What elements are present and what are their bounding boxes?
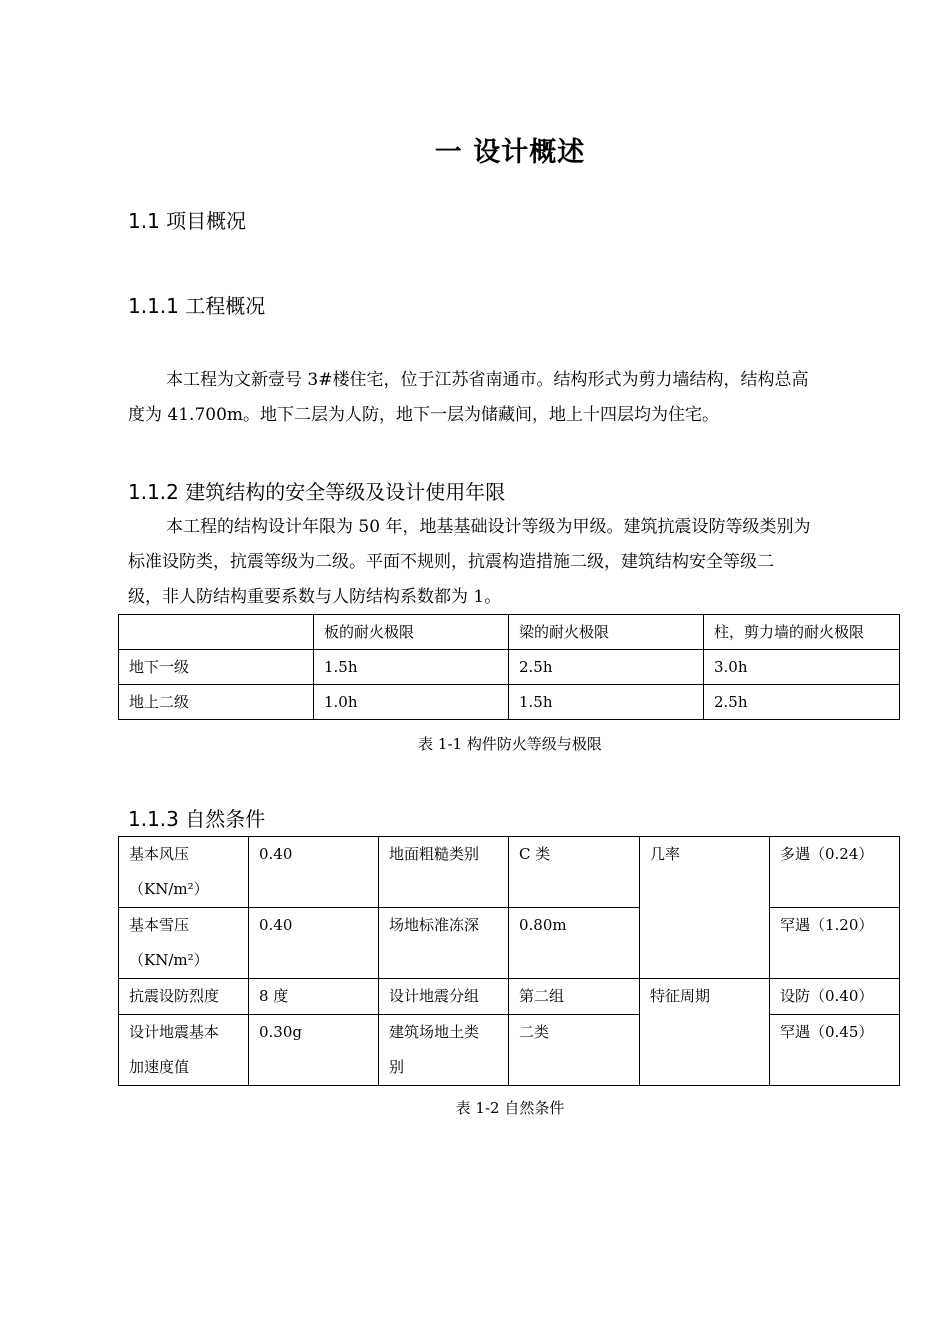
table-cell xyxy=(119,837,249,908)
paragraph-line: 本工程为文新壹号 3#楼住宅，位于江苏省南通市。结构形式为剪力墙结构，结构总高 xyxy=(166,370,809,390)
table-cell: 1.5h xyxy=(509,685,704,720)
table-cell: 2.5h xyxy=(509,650,704,685)
table-cell: 1.0h xyxy=(314,685,509,720)
table-cell: 特征周期 xyxy=(640,979,770,1086)
cell-text: 建筑场地土类 xyxy=(389,1023,480,1041)
table-header-row xyxy=(119,615,900,650)
table-cell: 地下一级 xyxy=(119,650,314,685)
table-cell: 设计地震分组 xyxy=(379,979,509,1015)
table-cell: 场地标准冻深 xyxy=(379,908,509,979)
table-cell xyxy=(119,908,249,979)
cell-text: 基本风压 xyxy=(129,845,190,863)
section-heading-1-1-2: 1.1.2 建筑结构的安全等级及设计使用年限 xyxy=(128,480,506,504)
natural-conditions-table xyxy=(118,836,900,1086)
table-cell: 0.80m xyxy=(509,908,640,979)
table-row xyxy=(119,1015,900,1086)
table-caption-1-2: 表 1-2 自然条件 xyxy=(455,1099,565,1117)
table-cell: 0.40 xyxy=(249,837,379,908)
table-cell: 抗震设防烈度 xyxy=(119,979,249,1015)
fire-resistance-table xyxy=(118,614,900,720)
paragraph-line: 本工程的结构设计年限为 50 年，地基基础设计等级为甲级。建筑抗震设防等级类别为 xyxy=(166,517,811,537)
cell-text: （KN/m²） xyxy=(129,951,209,969)
table-row xyxy=(119,979,900,1015)
safety-grade-paragraph xyxy=(128,510,888,615)
cell-text: 别 xyxy=(389,1058,405,1076)
table-cell: 梁的耐火极限 xyxy=(509,615,704,650)
table-cell: 8 度 xyxy=(249,979,379,1015)
table-cell: 二类 xyxy=(509,1015,640,1086)
project-overview-paragraph xyxy=(128,363,888,433)
table-caption-1-1: 表 1-1 构件防火等级与极限 xyxy=(418,735,602,753)
table-row xyxy=(119,837,900,908)
table-cell: 罕遇（1.20） xyxy=(770,908,900,979)
section-heading-1-1-1: 1.1.1 工程概况 xyxy=(128,294,266,318)
table-cell: 2.5h xyxy=(704,685,900,720)
table-cell: 0.40 xyxy=(249,908,379,979)
table-cell xyxy=(119,615,314,650)
table-row xyxy=(119,908,900,979)
table-cell: 3.0h xyxy=(704,650,900,685)
table-cell: 地面粗糙类别 xyxy=(379,837,509,908)
table-cell xyxy=(119,1015,249,1086)
table-row xyxy=(119,685,900,720)
table-cell xyxy=(379,1015,509,1086)
table-cell: 柱，剪力墙的耐火极限 xyxy=(704,615,900,650)
table-cell: C 类 xyxy=(509,837,640,908)
cell-text: 基本雪压 xyxy=(129,916,190,934)
table-cell: 设防（0.40） xyxy=(770,979,900,1015)
table-cell: 板的耐火极限 xyxy=(314,615,509,650)
paragraph-line: 度为 41.700m。地下二层为人防，地下一层为储藏间，地上十四层均为住宅。 xyxy=(128,405,720,425)
page-title: 一 设计概述 xyxy=(434,137,586,168)
section-heading-1-1: 1.1 项目概况 xyxy=(128,209,247,233)
table-cell: 多遇（0.24） xyxy=(770,837,900,908)
table-row xyxy=(119,650,900,685)
cell-text: （KN/m²） xyxy=(129,880,209,898)
paragraph-line: 标准设防类，抗震等级为二级。平面不规则，抗震构造措施二级，建筑结构安全等级二 xyxy=(128,552,774,572)
table-cell: 0.30g xyxy=(249,1015,379,1086)
table-cell: 1.5h xyxy=(314,650,509,685)
section-heading-1-1-3: 1.1.3 自然条件 xyxy=(128,807,266,831)
table-cell: 地上二级 xyxy=(119,685,314,720)
table-cell: 几率 xyxy=(640,837,770,979)
table-cell: 第二组 xyxy=(509,979,640,1015)
table-cell: 罕遇（0.45） xyxy=(770,1015,900,1086)
paragraph-line: 级，非人防结构重要系数与人防结构系数都为 1。 xyxy=(128,587,502,607)
cell-text: 设计地震基本 xyxy=(129,1023,220,1041)
cell-text: 加速度值 xyxy=(129,1058,190,1076)
